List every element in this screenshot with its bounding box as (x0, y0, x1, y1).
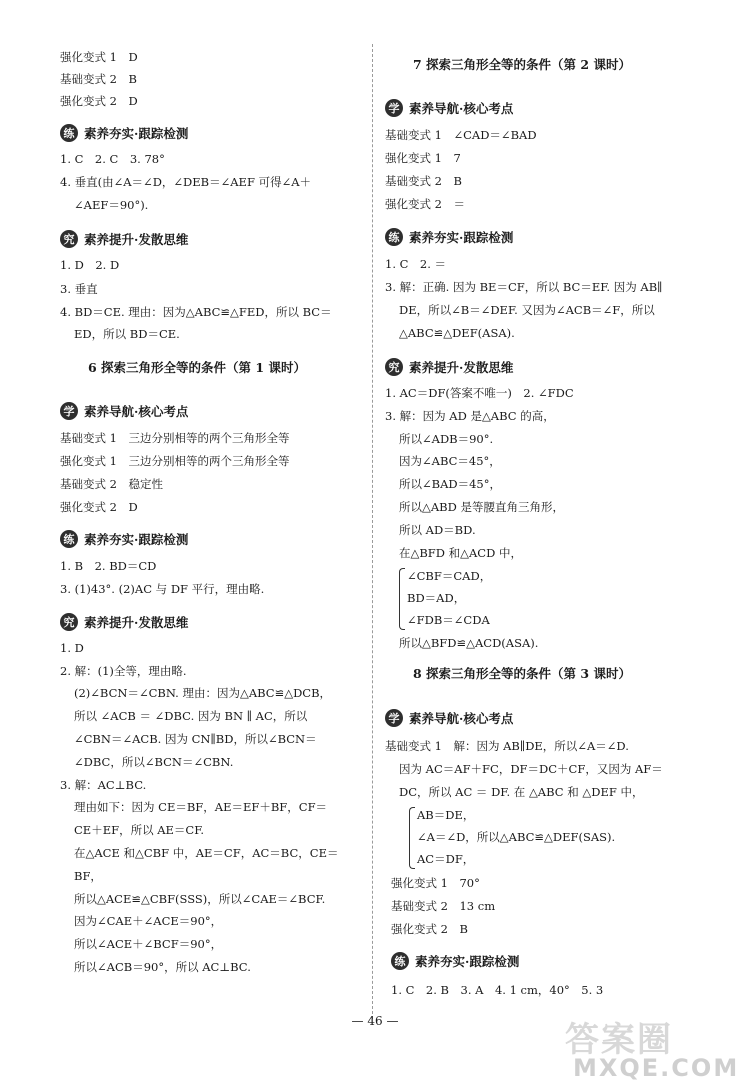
lesson-title: 8 探索三角形全等的条件（第 3 课时） (413, 666, 631, 681)
answer-line: 1. D 2. D (60, 258, 120, 272)
answer-line: 所以∠ACB＝90°，所以 AC⊥BC. (74, 960, 251, 974)
answer-line: 强化变式 1 70° (391, 876, 480, 890)
brace-bracket (399, 568, 405, 630)
practice-badge-icon: 练 (60, 124, 78, 142)
system-line: AB＝DE， (417, 808, 475, 822)
answer-line: 所以∠ACE＋∠BCF＝90°， (74, 937, 223, 951)
answer-line: ∠CBN＝∠ACB. 因为 CN∥BD，所以∠BCN＝ (74, 732, 317, 746)
study-badge-icon: 学 (385, 99, 403, 117)
answer-line: ∠DBC，所以∠BCN＝∠CBN. (74, 755, 234, 769)
section-heading: 素养夯实·跟踪检测 (84, 126, 189, 141)
section-header (60, 229, 188, 249)
answer-line: 基础变式 2 B (60, 72, 137, 86)
watermark-logo (565, 1012, 745, 1082)
answer-line: 强化变式 2 D (60, 500, 138, 514)
study-badge-icon: 学 (385, 709, 403, 727)
answer-line: 2. 解：(1)全等，理由略. (60, 664, 187, 678)
answer-line: 1. C 2. C 3. 78° (60, 152, 165, 166)
answer-line: 所以∠ADB＝90°. (399, 432, 494, 446)
section-heading: 素养夯实·跟踪检测 (84, 532, 189, 547)
answer-line: 基础变式 2 13 cm (391, 899, 496, 913)
answer-line: 所以∠BAD＝45°， (399, 477, 501, 491)
answer-line: CE＋EF，所以 AE＝CF. (74, 823, 205, 837)
section-heading: 素养夯实·跟踪检测 (415, 954, 520, 969)
section-header (385, 98, 513, 118)
answer-line: 1. B 2. BD＝CD (60, 559, 157, 573)
answer-line: 因为∠CAE＋∠ACE＝90°， (74, 914, 223, 928)
answer-line: 所以 AD＝BD. (399, 523, 476, 537)
brace-bracket (409, 807, 415, 869)
answer-line: 1. D (60, 641, 84, 655)
answer-line: 4. BD＝CE. 理由：因为△ABC≌△FED，所以 BC＝ (60, 305, 332, 319)
answer-line: 所以 ∠ACB ＝ ∠DBC. 因为 BN ∥ AC，所以 (74, 709, 308, 723)
answer-line: 3. 解：因为 AD 是△ABC 的高， (385, 409, 555, 423)
answer-line: 1. C 2. B 3. A 4. 1 cm，40° 5. 3 (391, 983, 604, 997)
answer-line: ∠AEF＝90°). (74, 198, 149, 212)
answer-line: 强化变式 1 D (60, 50, 138, 64)
page-number: — 46 — (351, 1014, 399, 1028)
column-divider (372, 44, 373, 1019)
answer-line: 3. 解：AC⊥BC. (60, 778, 147, 792)
answer-line: 所以△ABD 是等腰直角三角形， (399, 500, 564, 514)
answer-line: 1. AC＝DF(答案不唯一) 2. ∠FDC (385, 386, 574, 400)
answer-line: 3. (1)43°. (2)AC 与 DF 平行，理由略. (60, 582, 265, 596)
section-heading: 素养提升·发散思维 (84, 615, 189, 630)
answer-line: 所以△ACE≌△CBF(SSS)，所以∠CAE＝∠BCF. (74, 892, 326, 906)
section-heading: 素养导航·核心考点 (409, 711, 514, 726)
watermark-text-bottom: MXQE.COM (573, 1054, 740, 1082)
answer-line: 3. 垂直 (60, 282, 98, 296)
answer-line: 所以△BFD≌△ACD(ASA). (399, 636, 539, 650)
answer-line: 基础变式 1 解：因为 AB∥DE，所以∠A＝∠D. (385, 739, 629, 753)
section-header (391, 951, 519, 971)
lesson-title: 7 探索三角形全等的条件（第 2 课时） (413, 57, 631, 72)
system-line: ∠FDB＝∠CDA (407, 613, 490, 627)
study-badge-icon: 学 (60, 402, 78, 420)
watermark-text-top: 答案圈 (565, 1020, 673, 1060)
section-header (385, 227, 513, 247)
section-heading: 素养导航·核心考点 (84, 404, 189, 419)
section-header (60, 529, 188, 549)
answer-line: DC，所以 AC ＝ DF. 在 △ABC 和 △DEF 中， (399, 785, 644, 799)
answer-line: 1. C 2. ＝ (385, 257, 447, 271)
answer-line: 在△ACE 和△CBF 中，AE＝CF，AC＝BC，CE＝ (74, 846, 339, 860)
answer-line: 强化变式 2 D (60, 94, 138, 108)
section-header (385, 357, 513, 377)
answer-line: 强化变式 1 7 (385, 151, 461, 165)
answer-line: 因为∠ABC＝45°， (399, 454, 501, 468)
section-header (60, 612, 188, 632)
explore-badge-icon: 究 (385, 358, 403, 376)
practice-badge-icon: 练 (391, 952, 409, 970)
system-line: ∠A＝∠D，所以△ABC≌△DEF(SAS). (417, 830, 616, 844)
answer-line: 基础变式 1 ∠CAD＝∠BAD (385, 128, 537, 142)
answer-line: (2)∠BCN＝∠CBN. 理由：因为△ABC≌△DCB， (74, 686, 332, 700)
practice-badge-icon: 练 (60, 530, 78, 548)
answer-line: 基础变式 2 B (385, 174, 462, 188)
answer-line: 在△BFD 和△ACD 中， (399, 546, 522, 560)
lesson-title: 6 探索三角形全等的条件（第 1 课时） (88, 360, 306, 375)
section-header (60, 401, 188, 421)
answer-line: DE，所以∠B＝∠DEF. 又因为∠ACB＝∠F，所以 (399, 303, 655, 317)
answer-line: BF， (74, 869, 102, 883)
section-header (385, 708, 513, 728)
section-heading: 素养提升·发散思维 (84, 232, 189, 247)
answer-line: 强化变式 1 三边分别相等的两个三角形全等 (60, 454, 290, 468)
answer-line: 基础变式 2 稳定性 (60, 477, 163, 491)
system-line: BD＝AD， (407, 591, 466, 605)
answer-line: 3. 解：正确. 因为 BE＝CF，所以 BC＝EF. 因为 AB∥ (385, 280, 663, 294)
section-heading: 素养导航·核心考点 (409, 101, 514, 116)
section-header (60, 123, 188, 143)
answer-line: 强化变式 2 B (391, 922, 468, 936)
system-line: ∠CBF＝CAD， (407, 569, 492, 583)
explore-badge-icon: 究 (60, 613, 78, 631)
practice-badge-icon: 练 (385, 228, 403, 246)
section-heading: 素养提升·发散思维 (409, 360, 514, 375)
explore-badge-icon: 究 (60, 230, 78, 248)
answer-line: 4. 垂直(由∠A＝∠D，∠DEB＝∠AEF 可得∠A＋ (60, 175, 312, 189)
answer-line: 理由如下：因为 CE＝BF，AE＝EF＋BF，CF＝ (74, 800, 328, 814)
section-heading: 素养夯实·跟踪检测 (409, 230, 514, 245)
system-line: AC＝DF， (417, 852, 475, 866)
answer-line: 基础变式 1 三边分别相等的两个三角形全等 (60, 431, 290, 445)
answer-line: 因为 AC＝AF＋FC，DF＝DC＋CF，又因为 AF＝ (399, 762, 663, 776)
answer-line: △ABC≌△DEF(ASA). (399, 326, 515, 340)
answer-line: 强化变式 2 ＝ (385, 197, 465, 211)
answer-line: ED，所以 BD＝CE. (74, 327, 180, 341)
